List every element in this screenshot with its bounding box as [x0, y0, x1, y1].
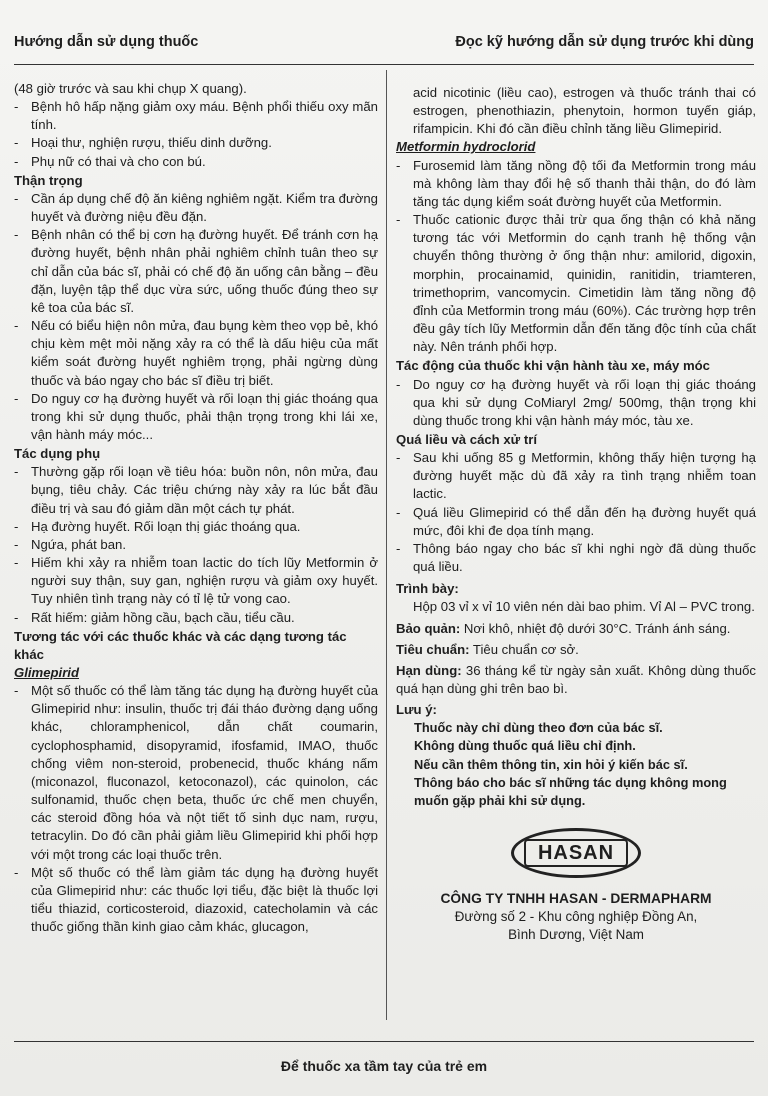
logo-wrap [396, 828, 756, 878]
glimepirid-interaction-item: - Một số thuốc có thể làm giảm tác dụng hạ đường huyết của Glimepirid như: các thuốc lợi tiểu, đặc biệt là thuốc lợi tiểu thiazid, corticosteroid, diazoxid, catecholamin và các thuốc giống thần kinh giao cảm khác, glucagon, [14, 864, 378, 937]
left-column [14, 80, 378, 936]
standard-value: Tiêu chuẩn cơ sở. [472, 641, 579, 657]
standard-line [396, 641, 756, 659]
metformin-interaction-item: - Furosemid làm tăng nồng độ tối đa Metformin trong máu mà không làm thay đổi hệ số thanh thải thận, do đó làm tăng tác dụng kiểm soát đường huyết của Metformin. [396, 157, 756, 211]
right-column [396, 84, 756, 945]
note-item: Không dùng thuốc quá liều chỉ định. [414, 738, 636, 754]
header-right-title: Đọc kỹ hướng dẫn sử dụng trước khi dùng [455, 34, 754, 50]
driving-heading: Tác động của thuốc khi vận hành tàu xe, máy móc [396, 358, 710, 374]
note-item: Nếu cần thêm thông tin, xin hỏi ý kiến bác sĩ. [414, 756, 688, 772]
header-rule [14, 64, 754, 65]
presentation-heading: Trình bày: [396, 581, 459, 597]
interactions-heading: Tương tác với các thuốc khác và các dạng tương tác khác [14, 628, 347, 662]
presentation-text: Hộp 03 vỉ x vỉ 10 viên nén dài bao phim. Vỉ Al – PVC trong. [413, 599, 755, 615]
column-divider [386, 70, 387, 1020]
page-header [14, 34, 754, 50]
footer-rule [14, 1041, 754, 1042]
note-item: Thông báo cho bác sĩ những tác dụng không mong muốn gặp phải khi sử dụng. [414, 774, 727, 808]
overdose-item: - Quá liều Glimepirid có thể dẫn đến hạ đường huyết quá mức, đôi khi đe dọa tính mạng. [396, 504, 756, 540]
storage-value: Nơi khô, nhiệt độ dưới 30°C. Tránh ánh sáng. [463, 620, 731, 636]
overdose-item: - Thông báo ngay cho bác sĩ khi nghi ngờ đã dùng thuốc quá liều. [396, 540, 756, 576]
contraindication-item: - Hoại thư, nghiện rượu, thiếu dinh dưỡng. [14, 134, 378, 152]
metformin-interaction-item: - Thuốc cationic được thải trừ qua ống thận có khả năng tương tác với Metformin do cạnh tranh hệ thống vận chuyển thông thường ở ống thận như: amilorid, digoxin, morphin, procainamid, quinidin, ranitidin, triamteren, trimethoprim, vancomycin. Cimetidin làm tăng nồng độ đỉnh của Metformin trong máu (60%). Các trường hợp trên đều gây tích lũy Metformin dẫn đến tăng độc tính của chất này. Nên tránh phối hợp. [396, 211, 756, 356]
metformin-subheading: Metformin hydroclorid [396, 139, 536, 155]
side-effect-item: - Rất hiếm: giảm hồng cầu, bạch cầu, tiểu cầu. [14, 609, 378, 627]
contraindication-item: - Bệnh hô hấp nặng giảm oxy máu. Bệnh phổi thiếu oxy mãn tính. [14, 98, 378, 134]
header-left-title: Hướng dẫn sử dụng thuốc [14, 34, 199, 50]
company-name: CÔNG TY TNHH HASAN - DERMAPHARM [440, 891, 712, 907]
glimepirid-continued: acid nicotinic (liều cao), estrogen và thuốc tránh thai có estrogen, phenothiazin, phenytoin, hormon tuyến giáp, rifampicin. Khi đó cần điều chỉnh tăng liều Glimepirid. [413, 85, 756, 137]
expiry-label: Hạn dùng: [396, 662, 462, 678]
hasan-logo [511, 828, 641, 878]
glimepirid-subheading: Glimepirid [14, 665, 79, 680]
note-heading: Lưu ý: [396, 702, 437, 718]
side-effects-heading: Tác dụng phụ [14, 446, 101, 462]
side-effect-item: - Hạ đường huyết. Rối loạn thị giác thoáng qua. [14, 518, 378, 536]
caution-item: - Bệnh nhân có thể bị cơn hạ đường huyết. Để tránh cơn hạ đường huyết, bệnh nhân phải nghiêm chỉnh tuân theo sự chỉ dẫn của bác sĩ, phải có chế độ ăn uống cân bằng – đều đặn, luyện tập thể dục vừa sức, uống thuốc đúng theo sự kê toa của bác sĩ. [14, 226, 378, 317]
standard-label: Tiêu chuẩn: [396, 641, 470, 657]
caution-item: - Cần áp dụng chế độ ăn kiêng nghiêm ngặt. Kiểm tra đường huyết và đường niệu đều đặn. [14, 190, 378, 226]
note-item: Thuốc này chỉ dùng theo đơn của bác sĩ. [414, 720, 663, 736]
side-effect-item: - Thường gặp rối loạn về tiêu hóa: buồn nôn, nôn mửa, đau bụng, tiêu chảy. Các triệu chứng này xảy ra lúc bắt đầu điều trị và sau đó giảm dần một cách tự phát. [14, 463, 378, 517]
contraindication-item: - Phụ nữ có thai và cho con bú. [14, 153, 378, 171]
footer-warning: Để thuốc xa tầm tay của trẻ em [280, 1058, 488, 1074]
company-address-line1: Đường số 2 - Khu công nghiệp Đồng An, [454, 909, 698, 925]
side-effect-item: - Hiếm khi xảy ra nhiễm toan lactic do tích lũy Metformin ở người suy thận, suy gan, nghiện rượu và giảm oxy huyết. Tuy nhiên tình trạng này có tỉ lệ tử vong cao. [14, 554, 378, 608]
hasan-logo-text: HASAN [524, 839, 628, 867]
expiry-line [396, 662, 756, 698]
glimepirid-interaction-item: - Một số thuốc có thể làm tăng tác dụng hạ đường huyết của Glimepirid như: insulin, thuốc trị đái tháo đường dạng uống khác, chloramphenicol, dẫn chất coumarin, cyclophosphamid, disopyramid, ifosfamid, IMAO, thuốc chống viêm non-steroid, probenecid, thuốc kháng nấm (miconazol, fluconazol, ketoconazol), các quinolon, các sulfonamid, thuốc chẹn beta, thuốc ức chế men chuyển, các steroid đồng hóa và nột tiết tố sinh dục nam, rượu, tetracylin. Do đó cần phải giảm liều Glimepirid khi phối hợp với một trong các loại thuốc trên. [14, 682, 378, 864]
caution-heading: Thận trọng [14, 172, 83, 188]
expiry-value: 36 tháng kể từ ngày sản xuất. Không dùng thuốc quá hạn dùng ghi trên bao bì. [396, 662, 756, 696]
contraindication-intro: (48 giờ trước và sau khi chụp X quang). [14, 81, 247, 96]
storage-label: Bảo quản: [396, 620, 461, 636]
company-block [396, 890, 756, 944]
caution-item: - Do nguy cơ hạ đường huyết và rối loạn thị giác thoáng qua trong khi sử dụng thuốc, phải thận trọng trong khi lái xe, vận hành máy móc... [14, 390, 378, 444]
storage-line [396, 620, 756, 638]
driving-item: - Do nguy cơ hạ đường huyết và rối loạn thị giác thoáng qua khi sử dụng CoMiaryl 2mg/ 500mg, thận trọng khi dùng thuốc trong khi vận hành máy móc, tàu xe. [396, 376, 756, 430]
overdose-heading: Quá liều và cách xử trí [396, 431, 537, 447]
overdose-item: - Sau khi uống 85 g Metformin, không thấy hiện tượng hạ đường huyết mặc dù đã xảy ra tình trạng nhiễm toan lactic. [396, 449, 756, 503]
company-address-line2: Bình Dương, Việt Nam [508, 927, 644, 943]
side-effect-item: - Ngứa, phát ban. [14, 536, 378, 554]
caution-item: - Nếu có biểu hiện nôn mửa, đau bụng kèm theo vọp bẻ, khó chịu kèm mệt mỏi nặng xảy ra có thể là dấu hiệu của mất kiểm soát đường huyết nghiêm trọng, phải ngừng dùng thuốc và báo ngay cho bác sĩ điều trị biết. [14, 317, 378, 390]
